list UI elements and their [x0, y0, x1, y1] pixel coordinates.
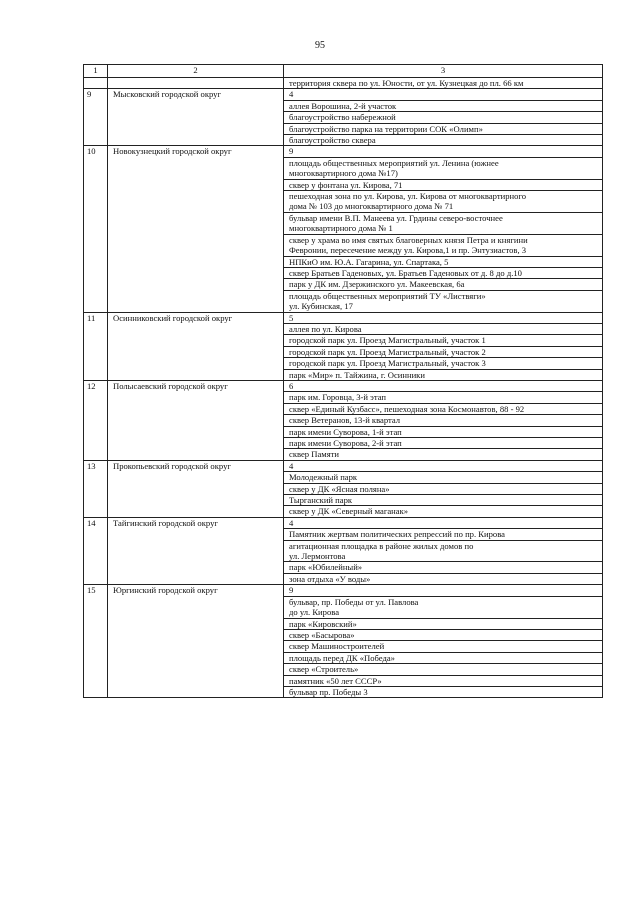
territory-item	[284, 403, 603, 414]
territory-item	[284, 369, 603, 380]
territory-item	[284, 540, 603, 562]
territory-item-line: Февронии, пересечение между ул. Кирова,1 и пр. Энтузиастов, 3	[289, 245, 527, 256]
territory-item	[284, 157, 603, 179]
territory-item	[284, 112, 603, 123]
row-number: 10	[84, 146, 108, 312]
territory-count: 4	[284, 89, 603, 100]
header-col-3: 3	[284, 65, 603, 78]
territory-item	[284, 652, 603, 663]
territory-item-line: площадь общественных мероприятий ТУ «Листвяги»	[289, 290, 486, 301]
territory-count: 9	[284, 146, 603, 157]
territory-item	[284, 256, 603, 267]
row-number: 13	[84, 460, 108, 517]
territory-item-line: НПКиО им. Ю.А. Гагарина, ул. Спартака, 5	[289, 256, 449, 267]
territory-item-line: сквер у ДК «Северный маганак»	[289, 506, 409, 517]
territory-item-line: площадь перед ДК «Победа»	[289, 652, 395, 663]
territory-item	[284, 506, 603, 517]
page-number: 95	[315, 40, 325, 51]
territory-item	[284, 358, 603, 369]
municipality-name: Осинниковский городской округ	[108, 312, 284, 380]
territory-item-line: сквер Братьев Гаденовых, ул. Братьев Гаденовых от д. 8 до д.10	[289, 267, 522, 278]
row-number: 12	[84, 380, 108, 460]
territory-item-line: бульвар имени В.П. Манеева ул. Грдины северо-восточнее	[289, 212, 503, 223]
territories-table	[83, 64, 603, 698]
territory-item	[284, 335, 603, 346]
territory-item-line: сквер Ветеранов, 13-й квартал	[289, 415, 401, 426]
territory-item-line: аллея Ворошина, 2-й участок	[289, 100, 397, 111]
territory-item-line: ул. Кубинская, 17	[289, 301, 353, 312]
territory-item	[284, 618, 603, 629]
territory-item-line: сквер у ДК «Ясная поляна»	[289, 483, 390, 494]
territory-item	[284, 472, 603, 483]
header-col-2: 2	[108, 65, 284, 78]
territory-item-line: дома № 103 до многоквартирного дома № 71	[289, 201, 454, 212]
territory-item-line: сквер у фонтана ул. Кирова, 71	[289, 179, 403, 190]
territory-item	[284, 323, 603, 334]
territory-item-line: сквер «Строитель»	[289, 664, 359, 675]
territory-item	[284, 135, 603, 146]
territory-count: 9	[284, 585, 603, 596]
territory-item	[284, 267, 603, 278]
territory-item-line: бульвар пр. Победы 3	[289, 686, 368, 697]
territory-item	[284, 449, 603, 460]
territory-item-line: Памятник жертвам политических репрессий по пр. Кирова	[289, 529, 505, 540]
row-number: 11	[84, 312, 108, 380]
table-row	[84, 585, 603, 596]
territory-item	[284, 675, 603, 686]
territory-item	[284, 664, 603, 675]
territory-item	[284, 212, 603, 234]
row-number: 9	[84, 89, 108, 146]
territory-item-line: сквер «Единый Кузбасс», пешеходная зона Космонавтов, 88 - 92	[289, 403, 525, 414]
territory-item	[284, 641, 603, 652]
territory-item	[284, 562, 603, 573]
territory-item-line: городской парк ул. Проезд Магистральный, участок 3	[289, 358, 486, 369]
territory-item-line: городской парк ул. Проезд Магистральный, участок 1	[289, 335, 486, 346]
territory-item	[284, 426, 603, 437]
territory-item-line: площадь общественных мероприятий ул. Ленина (южнее	[289, 157, 499, 168]
table-row	[84, 460, 603, 471]
municipality-name: Мысковский городской округ	[108, 89, 284, 146]
territory-item	[284, 596, 603, 618]
territory-item	[284, 346, 603, 357]
territory-item-line: многоквартирного дома № 1	[289, 223, 393, 234]
territory-item	[284, 438, 603, 449]
municipality-name: Новокузнецкий городской округ	[108, 146, 284, 312]
table-header-row	[84, 65, 603, 78]
territory-item-line: парк «Мир» п. Тайжина, г. Осинники	[289, 369, 425, 380]
territory-item	[284, 573, 603, 584]
territory-item-line: парк у ДК им. Дзержинского ул. Макеевская, 6а	[289, 279, 465, 290]
territory-item-line: сквер у храма во имя святых благоверных князя Петра и княгини	[289, 234, 528, 245]
territory-count: 6	[284, 380, 603, 391]
table-row	[84, 312, 603, 323]
territory-item-line: сквер Машиностроителей	[289, 641, 385, 652]
territory-item-line: памятник «50 лет СССР»	[289, 675, 382, 686]
territory-item-line: благоустройство парка на территории СОК «Олимп»	[289, 123, 483, 134]
row-number: 15	[84, 585, 108, 698]
territory-count: 5	[284, 312, 603, 323]
territory-item	[284, 415, 603, 426]
territory-item-line: ул. Лермонтова	[289, 551, 346, 562]
territory-item-line: парк имени Суворова, 1-й этап	[289, 426, 402, 437]
territory-item-line: Молодежный парк	[289, 472, 358, 483]
territory-item	[284, 392, 603, 403]
territory-item	[284, 529, 603, 540]
territory-item-line: сквер «Басырова»	[289, 629, 355, 640]
territory-count: 4	[284, 460, 603, 471]
continuation-item: территория сквера по ул. Юности, от ул. Кузнецкая до пл. 66 км	[284, 78, 603, 89]
territory-item-line: многоквартирного дома №17)	[289, 168, 398, 179]
territory-item	[284, 179, 603, 190]
territory-item-line: сквер Памяти	[289, 449, 340, 460]
territory-item-line: пешеходная зона по ул. Кирова, ул. Кирова от многоквартирного	[289, 191, 527, 202]
table-row	[84, 517, 603, 528]
territory-item	[284, 629, 603, 640]
territory-item	[284, 279, 603, 290]
territory-item	[284, 483, 603, 494]
continuation-row	[84, 78, 603, 89]
municipality-name: Полысаевский городской округ	[108, 380, 284, 460]
territory-item	[284, 191, 603, 213]
territory-item-line: парк «Юбилейный»	[289, 562, 363, 573]
table-row	[84, 146, 603, 157]
territory-item	[284, 123, 603, 134]
territory-item-line: аллея по ул. Кирова	[289, 323, 362, 334]
territory-item-line: благоустройство набережной	[289, 112, 396, 123]
territory-item-line: парк «Кировский»	[289, 618, 357, 629]
territory-item-line: благоустройство сквера	[289, 135, 376, 146]
header-col-1: 1	[84, 65, 108, 78]
municipality-name: Тайгинский городской округ	[108, 517, 284, 584]
territory-item-line: парк им. Горовца, 3-й этап	[289, 392, 386, 403]
territory-item	[284, 686, 603, 697]
territory-item-line: бульвар, пр. Победы от ул. Павлова	[289, 596, 419, 607]
territory-item	[284, 495, 603, 506]
table-row	[84, 89, 603, 100]
row-number: 14	[84, 517, 108, 584]
territory-item	[284, 290, 603, 312]
municipality-name: Юргинский городской округ	[108, 585, 284, 698]
territory-item-line: зона отдыха «У воды»	[289, 573, 371, 584]
table-row	[84, 380, 603, 391]
territory-item-line: Тырганский парк	[289, 495, 353, 506]
territory-item-line: парк имени Суворова, 2-й этап	[289, 438, 402, 448]
municipality-name: Прокопьевский городской округ	[108, 460, 284, 517]
territory-item-line: до ул. Кирова	[289, 607, 340, 618]
territory-item-line: городской парк ул. Проезд Магистральный, участок 2	[289, 346, 486, 357]
territory-item-line: агитационная площадка в районе жилых домов по	[289, 540, 474, 551]
territory-item	[284, 100, 603, 111]
territory-item	[284, 234, 603, 256]
territory-count: 4	[284, 517, 603, 528]
